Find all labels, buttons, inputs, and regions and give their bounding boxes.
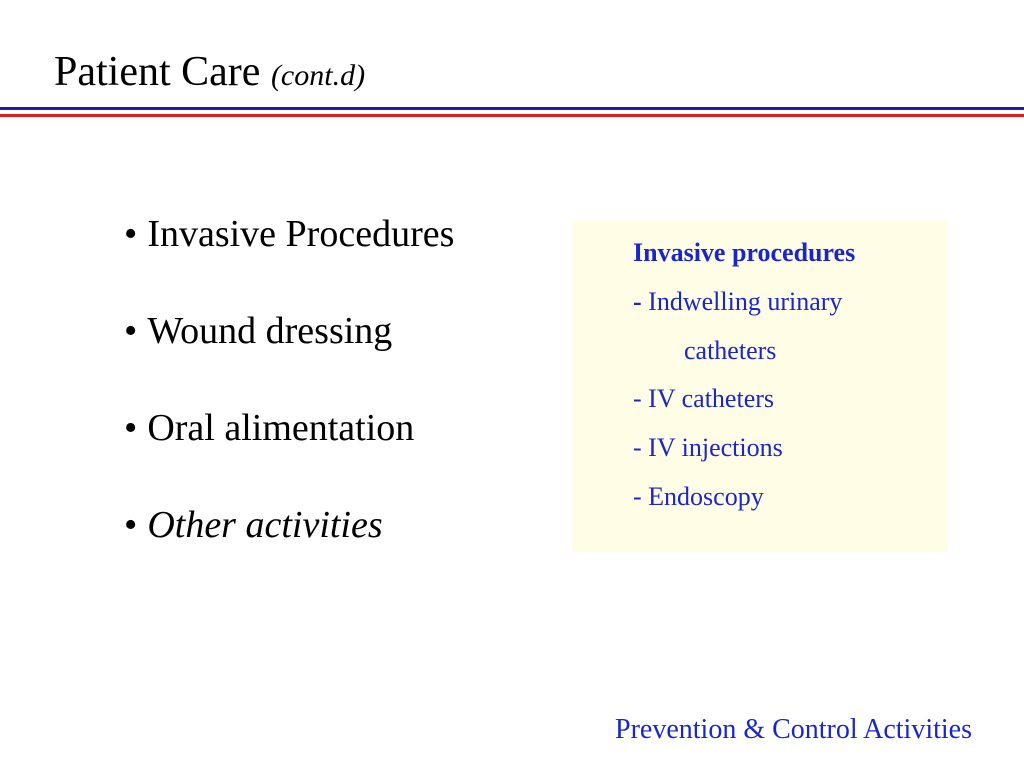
callout-line: - Endoscopy	[633, 482, 764, 511]
callout-dash: -	[633, 287, 642, 316]
callout-box	[572, 220, 948, 552]
bullet-marker: •	[124, 504, 138, 546]
bullet-text: Invasive Procedures	[147, 213, 455, 255]
slide-title	[54, 46, 365, 102]
callout-line-text: Indwelling urinary	[648, 287, 843, 316]
header-rule-red	[0, 114, 1024, 117]
title-text: Patient Care	[54, 49, 261, 95]
bullet-text: Wound dressing	[147, 310, 393, 352]
callout-line: - IV injections	[633, 433, 783, 462]
footer-text: Prevention & Control Activities	[615, 714, 972, 745]
header-rule-blue	[0, 107, 1024, 110]
callout-line	[633, 286, 842, 318]
bullet-list	[124, 210, 454, 598]
bullet-text: Other activities	[147, 504, 383, 546]
bullet-marker: •	[124, 407, 138, 449]
bullet-item	[124, 210, 454, 258]
callout-line: catheters	[684, 336, 777, 365]
bullet-marker: •	[124, 213, 138, 255]
title-subtitle: (cont.d)	[270, 59, 366, 92]
callout-heading: Invasive procedures	[633, 238, 856, 267]
bullet-marker: •	[124, 310, 138, 352]
bullet-item	[124, 404, 454, 452]
bullet-text: Oral alimentation	[147, 407, 415, 449]
bullet-item	[124, 501, 454, 549]
callout-line: - IV catheters	[633, 384, 775, 413]
bullet-item	[124, 307, 454, 355]
